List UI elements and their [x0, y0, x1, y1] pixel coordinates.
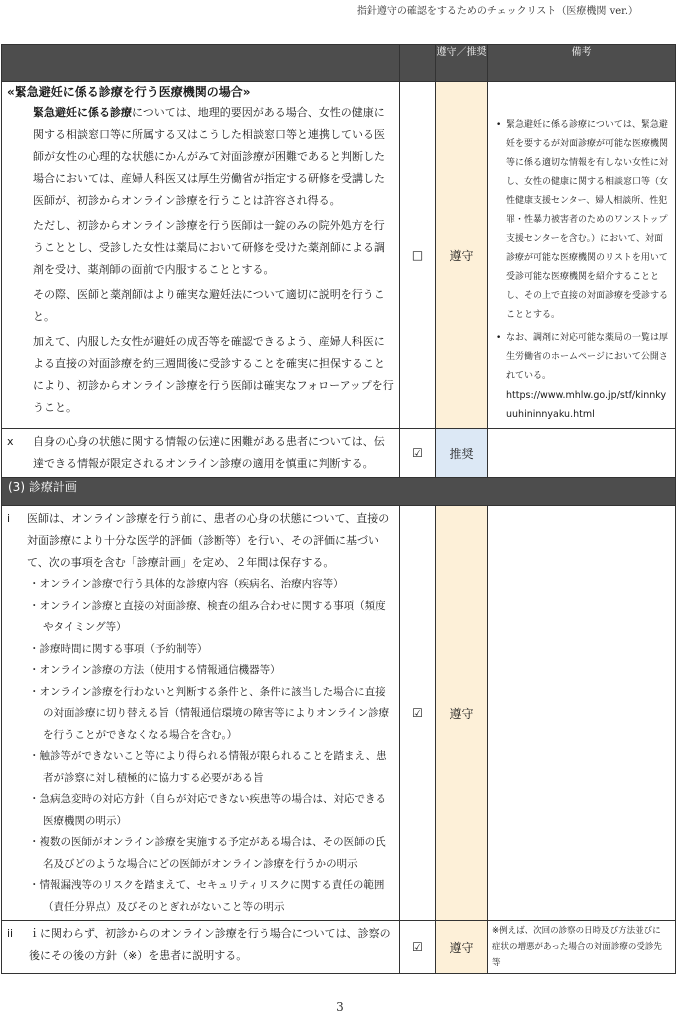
row1-remarks-bullet2 [496, 329, 669, 386]
bullet-dot-icon: • [496, 120, 502, 130]
row1-remarks-url[interactable]: https://www.mhlw.go.jp/stf/kinnkyuuhininnyaku.html [506, 390, 667, 420]
row2-remarks [488, 429, 676, 478]
row2-number: x [7, 435, 14, 448]
section-header-row [2, 478, 676, 506]
row1-para4: 加えて、内服した女性が避妊の成否等を確認できるよう、産婦人科医による直接の対面診療を約三週間後に受診することを確実に担保することにより、初診からオンライン診療を行う医師は確実なフォローアップを行うこと。 [33, 335, 394, 414]
row4-remarks: ※例えば、次回の診察の日時及び方法並びに症状の増悪があった場合の対面診療の受診先等 [488, 921, 676, 974]
header-blank-cell [2, 45, 400, 82]
list-item: ・オンライン診療で行う具体的な診療内容（疾病名、治療内容等） [29, 578, 344, 590]
row2-text: 自身の心身の状態に関する情報の伝達に困難がある患者については、伝達できる情報が限定されるオンライン診療の適用を慎重に判断する。 [33, 435, 385, 470]
table-row-emergency-contraception [2, 82, 676, 429]
row1-remarks-bullet1 [496, 116, 669, 325]
list-item: ・複数の医師がオンライン診療を実施する予定がある場合は、その医師の氏名及びどのような場合にどの医師がオンライン診療を行うかの明示 [29, 836, 386, 870]
row4-content [2, 921, 400, 974]
row2-status: 推奨 [436, 429, 488, 478]
list-item: ・診療時間に関する事項（予約制等） [29, 642, 208, 655]
row3-checkbox[interactable]: ☑ [400, 506, 436, 921]
table-row-initial-online-explanation [2, 921, 676, 974]
row3-item [7, 508, 395, 574]
row4-status: 遵守 [436, 921, 488, 974]
row1-remarks-bullet2-text: なお、調剤に対応可能な薬局の一覧は厚生労働省のホームページにおいて公開されている。 [506, 333, 669, 381]
row2-item [7, 431, 395, 475]
row2-content [2, 429, 400, 478]
row3-bullet-list [7, 574, 395, 918]
row4-number: ii [7, 927, 14, 940]
page-header-title: 指針遵守の確認をするためのチェックリスト（医療機関 ver.） [356, 6, 638, 17]
list-item: ・急病急変時の対応方針（自らが対応できない疾患等の場合は、対応できる医療機関の明示） [29, 793, 386, 827]
section-title: (3) 診療計画 [2, 478, 676, 506]
list-item: ・オンライン診療の方法（使用する情報通信機器等） [29, 664, 281, 676]
table-row-care-plan [2, 506, 676, 921]
list-item: ・オンライン診療を行わないと判断する条件と、条件に該当した場合に直接の対面診療に切り替える旨（情報通信環境の障害等によりオンライン診療を行うことができなくなる場合を含む。） [29, 685, 390, 741]
row1-title: «緊急避妊に係る診療を行う医療機関の場合» [7, 85, 251, 99]
row1-remarks-bullet1-text: 緊急避妊に係る診療については、緊急避妊を要するが対面診療が可能な医療機関等に係る適切な情報を有しない女性に対し、女性の健康に関する相談窓口等（女性健康支援センター、婦人相談所、性犯罪・性暴力被害者のためのワンストップ支援センターを含む。）において、対面診療が可能な医療機関のリストを用いて受診可能な医療機関を紹介することとし、その上で直接の対面診療を受診することとする。 [506, 120, 669, 320]
row1-status: 遵守 [436, 82, 488, 429]
table-row-difficult-communication [2, 429, 676, 478]
row1-para1-rest: については、地理的要因がある場合、女性の健康に関する相談窓口等に所属する又はこうした相談窓口等と連携している医師が女性の心理的な状態にかんがみて対面診療が困難であると判断した場合においては、産婦人科医又は厚生労働省が指定する研修を受講した医師が、初診からオンライン診療を行うことは許容され得る。 [33, 106, 385, 207]
row2-checkbox[interactable]: ☑ [400, 429, 436, 478]
list-item: ・オンライン診療と直接の対面診療、検査の組み合わせに関する事項（頻度やタイミング等） [29, 599, 386, 633]
list-item: ・情報漏洩等のリスクを踏まえて、セキュリティリスクに関する責任の範囲（責任分界点）及びそのとぎれがないこと等の明示 [29, 879, 385, 913]
page-number: 3 [336, 1000, 344, 1014]
row3-status: 遵守 [436, 506, 488, 921]
row3-text: 医師は、オンライン診療を行う前に、患者の心身の状態について、直接の対面診療により十分な医学的評価（診断等）を行い、その評価に基づいて、次の事項を含む「診療計画」を定め、２年間は保存する。 [27, 512, 390, 569]
header-remarks: 備考 [488, 45, 676, 82]
header-check-cell [400, 45, 436, 82]
row3-content [2, 506, 400, 921]
row4-item [7, 923, 395, 967]
list-item: ・触診等ができないこと等により得られる情報が限られることを踏まえ、患者が診察に対し積極的に協力する必要がある旨 [29, 750, 387, 784]
row1-para2: ただし、初診からオンライン診療を行う医師は一錠のみの院外処方を行うこととし、受診した女性は薬局において研修を受けた薬剤師による調剤を受け、薬剤師の面前で内服することとする。 [33, 219, 385, 276]
row1-content [2, 82, 400, 429]
row3-number: i [7, 512, 11, 525]
row1-para1-bold: 緊急避妊に係る診療 [33, 106, 132, 119]
table-header-row [2, 45, 676, 82]
header-status: 遵守／推奨 [436, 45, 488, 82]
row1-remarks [488, 82, 676, 429]
row3-remarks [488, 506, 676, 921]
bullet-dot-icon: • [496, 333, 502, 343]
row4-checkbox[interactable]: ☑ [400, 921, 436, 974]
row1-para3: その際、医師と薬剤師はより確実な避妊法について適切に説明を行うこと。 [33, 288, 385, 323]
row1-para1 [7, 102, 395, 212]
checklist-table [1, 44, 676, 974]
row1-checkbox[interactable]: □ [400, 82, 436, 429]
row4-text: ｉに関わらず、初診からのオンライン診療を行う場合については、診察の後にその後の方針（※）を患者に説明する。 [29, 927, 391, 962]
